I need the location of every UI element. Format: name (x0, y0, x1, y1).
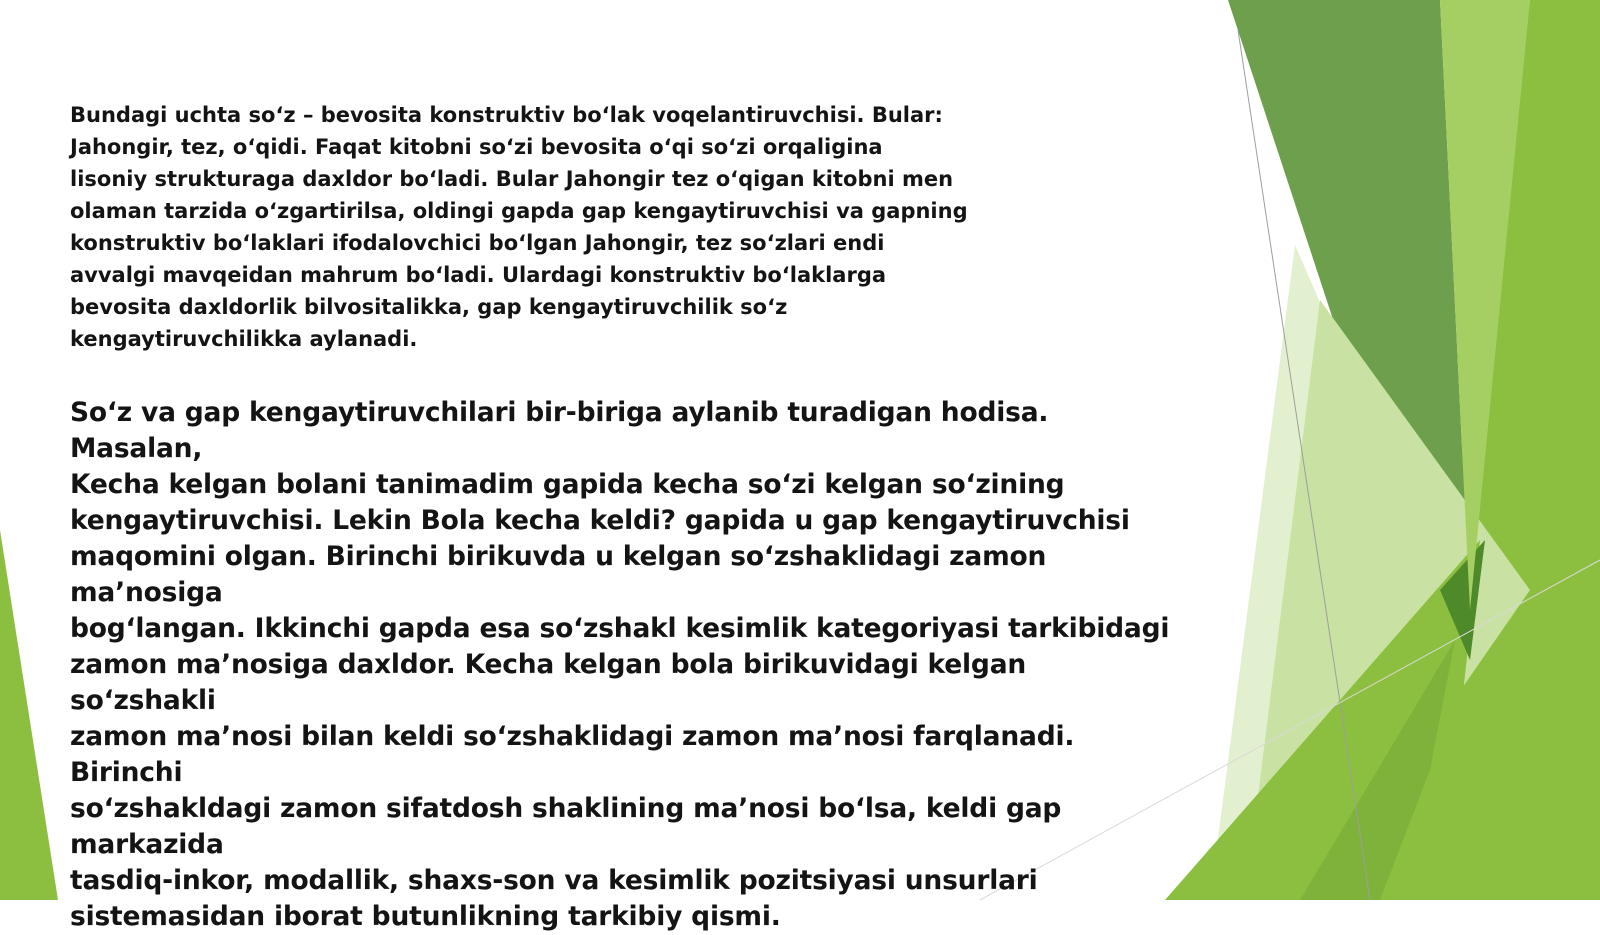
paragraph-1: Bundagi uchta so‘z – bevosita konstruktiv bo‘lak voqelantiruvchisi. Bular: Jahongir, tez, o‘qidi. Faqat kitobni so‘zi bevosita o‘qi so‘zi orqaligina lisoniy strukturaga daxldor bo‘ladi. Bular Jahongir tez o‘qigan kitobni men olaman tarzida o‘zgartirilsa, oldingi gapda gap kengaytiruvchisi va gapning konstruktiv bo‘laklari ifodalovchici bo‘lgan Jahongir, tez so‘zlari endi avvalgi mavqeidan mahrum bo‘ladi. Ulardagi konstruktiv bo‘laklarga bevosita daxldorlik bilvositalikka, gap kengaytiruvchilik so‘z kengaytiruvchilikka aylanadi. (70, 103, 968, 351)
paragraph-2: So‘z va gap kengaytiruvchilari bir-biriga aylanib turadigan hodisa. Masalan, Kecha kelgan bolani tanimadim gapida kecha so‘zi kelgan so‘zining kengaytiruvchisi. Lekin Bola kecha keldi? gapida u gap kengaytiruvchisi maqomini olgan. Birinchi birikuvda u kelgan so‘zshaklidagi zamon ma’nosiga bog‘langan. Ikkinchi gapda esa so‘zshakl kesimlik kategoriyasi tarkibidagi zamon ma’nosiga daxldor. Kecha kelgan bola birikuvidagi kelgan so‘zshakli zamon ma’nosi bilan keldi so‘zshaklidagi zamon ma’nosi farqlanadi. Birinchi so‘zshakldagi zamon sifatdosh shaklining ma’nosi bo‘lsa, keldi gap markazida tasdiq-inkor, modallik, shaxs-son va kesimlik pozitsiyasi unsurlari sistemasidan iborat butunlikning tarkibiy qismi. (70, 397, 1170, 932)
left-edge-shape (0, 530, 58, 900)
